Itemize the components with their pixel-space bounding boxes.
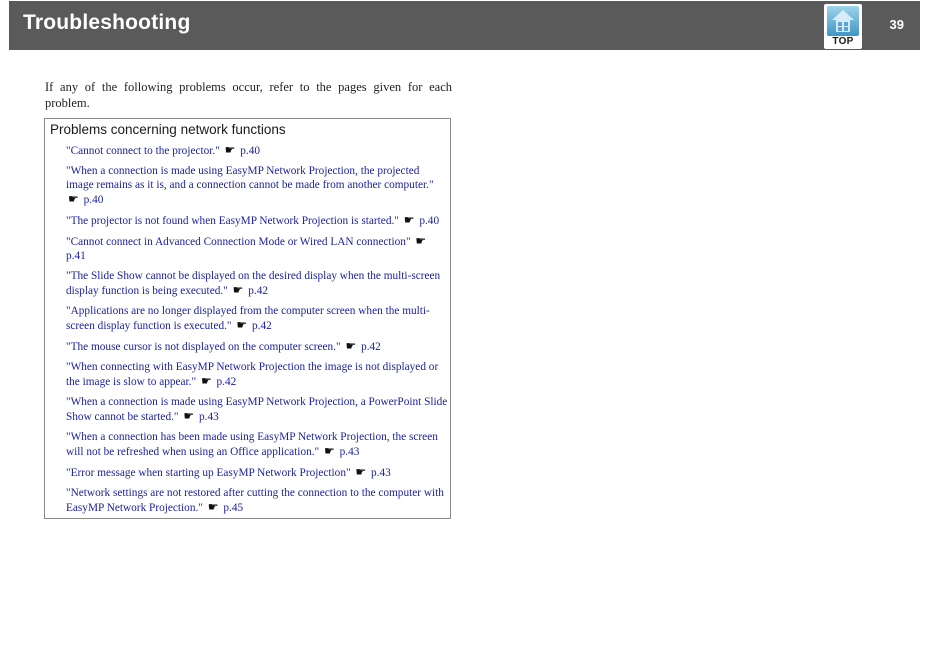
top-button-label: TOP bbox=[832, 36, 854, 47]
problem-link[interactable] bbox=[66, 430, 449, 459]
page-reference: p.42 bbox=[251, 320, 272, 332]
problem-link-text: "Cannot connect to the projector." bbox=[66, 145, 220, 157]
pointing-hand-icon: ☛ bbox=[345, 339, 357, 353]
problem-link-text: "The mouse cursor is not displayed on the computer screen." bbox=[66, 341, 341, 353]
page-reference: p.42 bbox=[216, 376, 237, 388]
problem-link[interactable] bbox=[66, 213, 449, 228]
problem-link-list bbox=[66, 143, 449, 521]
problem-section-box bbox=[44, 118, 451, 519]
page-reference: p.43 bbox=[371, 467, 391, 479]
page-reference: p.41 bbox=[66, 250, 86, 262]
page-reference: p.40 bbox=[83, 194, 104, 206]
page-reference: p.45 bbox=[223, 502, 244, 514]
problem-link[interactable] bbox=[66, 164, 449, 207]
problem-link-text: "The Slide Show cannot be displayed on the desired display when the multi-screen display function is being executed." bbox=[66, 270, 441, 297]
page-title: Troubleshooting bbox=[23, 11, 191, 34]
top-home-icon bbox=[827, 6, 859, 36]
pointing-hand-icon: ☛ bbox=[200, 374, 212, 388]
problem-link-text: "The projector is not found when EasyMP Network Projection is started." bbox=[66, 215, 399, 227]
problem-link-text: "Error message when starting up EasyMP Network Projection" bbox=[66, 467, 351, 479]
page-reference: p.42 bbox=[361, 341, 381, 353]
top-button[interactable] bbox=[824, 4, 862, 49]
problem-link[interactable] bbox=[66, 395, 449, 424]
problem-link[interactable] bbox=[66, 339, 449, 354]
pointing-hand-icon: ☛ bbox=[415, 234, 427, 248]
problem-link[interactable] bbox=[66, 269, 449, 298]
page-reference: p.42 bbox=[248, 285, 268, 297]
problem-link-text: "Network settings are not restored after cutting the connection to the computer with EasyMP Network Projection." bbox=[66, 487, 444, 514]
problem-link[interactable] bbox=[66, 304, 449, 333]
page-reference: p.43 bbox=[198, 411, 219, 423]
problem-link[interactable] bbox=[66, 360, 449, 389]
pointing-hand-icon: ☛ bbox=[207, 500, 219, 514]
intro-paragraph: If any of the following problems occur, refer to the pages given for each problem. bbox=[45, 80, 452, 110]
page-reference: p.43 bbox=[339, 446, 360, 458]
problem-link-text: "When connecting with EasyMP Network Projection the image is not displayed or the image is slow to appear." bbox=[66, 361, 439, 388]
problem-link-text: "Cannot connect in Advanced Connection Mode or Wired LAN connection" bbox=[66, 236, 411, 248]
pointing-hand-icon: ☛ bbox=[355, 465, 367, 479]
problem-link-text: "Applications are no longer displayed from the computer screen when the multi-screen display function is executed." bbox=[66, 305, 430, 332]
pointing-hand-icon: ☛ bbox=[236, 318, 248, 332]
problem-link[interactable] bbox=[66, 486, 449, 515]
pointing-hand-icon: ☛ bbox=[232, 283, 244, 297]
pointing-hand-icon: ☛ bbox=[183, 409, 195, 423]
problem-link-text: "When a connection is made using EasyMP Network Projection, the projected image remains as it is, and a connection cannot be made from another computer." bbox=[66, 165, 434, 191]
pointing-hand-icon: ☛ bbox=[324, 444, 335, 458]
problem-link[interactable] bbox=[66, 465, 449, 480]
problem-link-text: "When a connection is made using EasyMP Network Projection, a PowerPoint Slide Show cannot be started." bbox=[66, 396, 448, 423]
problem-link-text: "When a connection has been made using EasyMP Network Projection, the screen will not be refreshed when using an Office application." bbox=[66, 431, 438, 458]
section-heading: Problems concerning network functions bbox=[50, 122, 286, 137]
pointing-hand-icon: ☛ bbox=[68, 192, 79, 206]
page-header bbox=[9, 1, 920, 50]
page-number: 39 bbox=[889, 17, 904, 32]
page-reference: p.40 bbox=[419, 215, 440, 227]
problem-link[interactable] bbox=[66, 143, 449, 158]
page-reference: p.40 bbox=[240, 145, 261, 157]
problem-link[interactable] bbox=[66, 234, 449, 263]
pointing-hand-icon: ☛ bbox=[403, 213, 415, 227]
pointing-hand-icon: ☛ bbox=[224, 143, 236, 157]
